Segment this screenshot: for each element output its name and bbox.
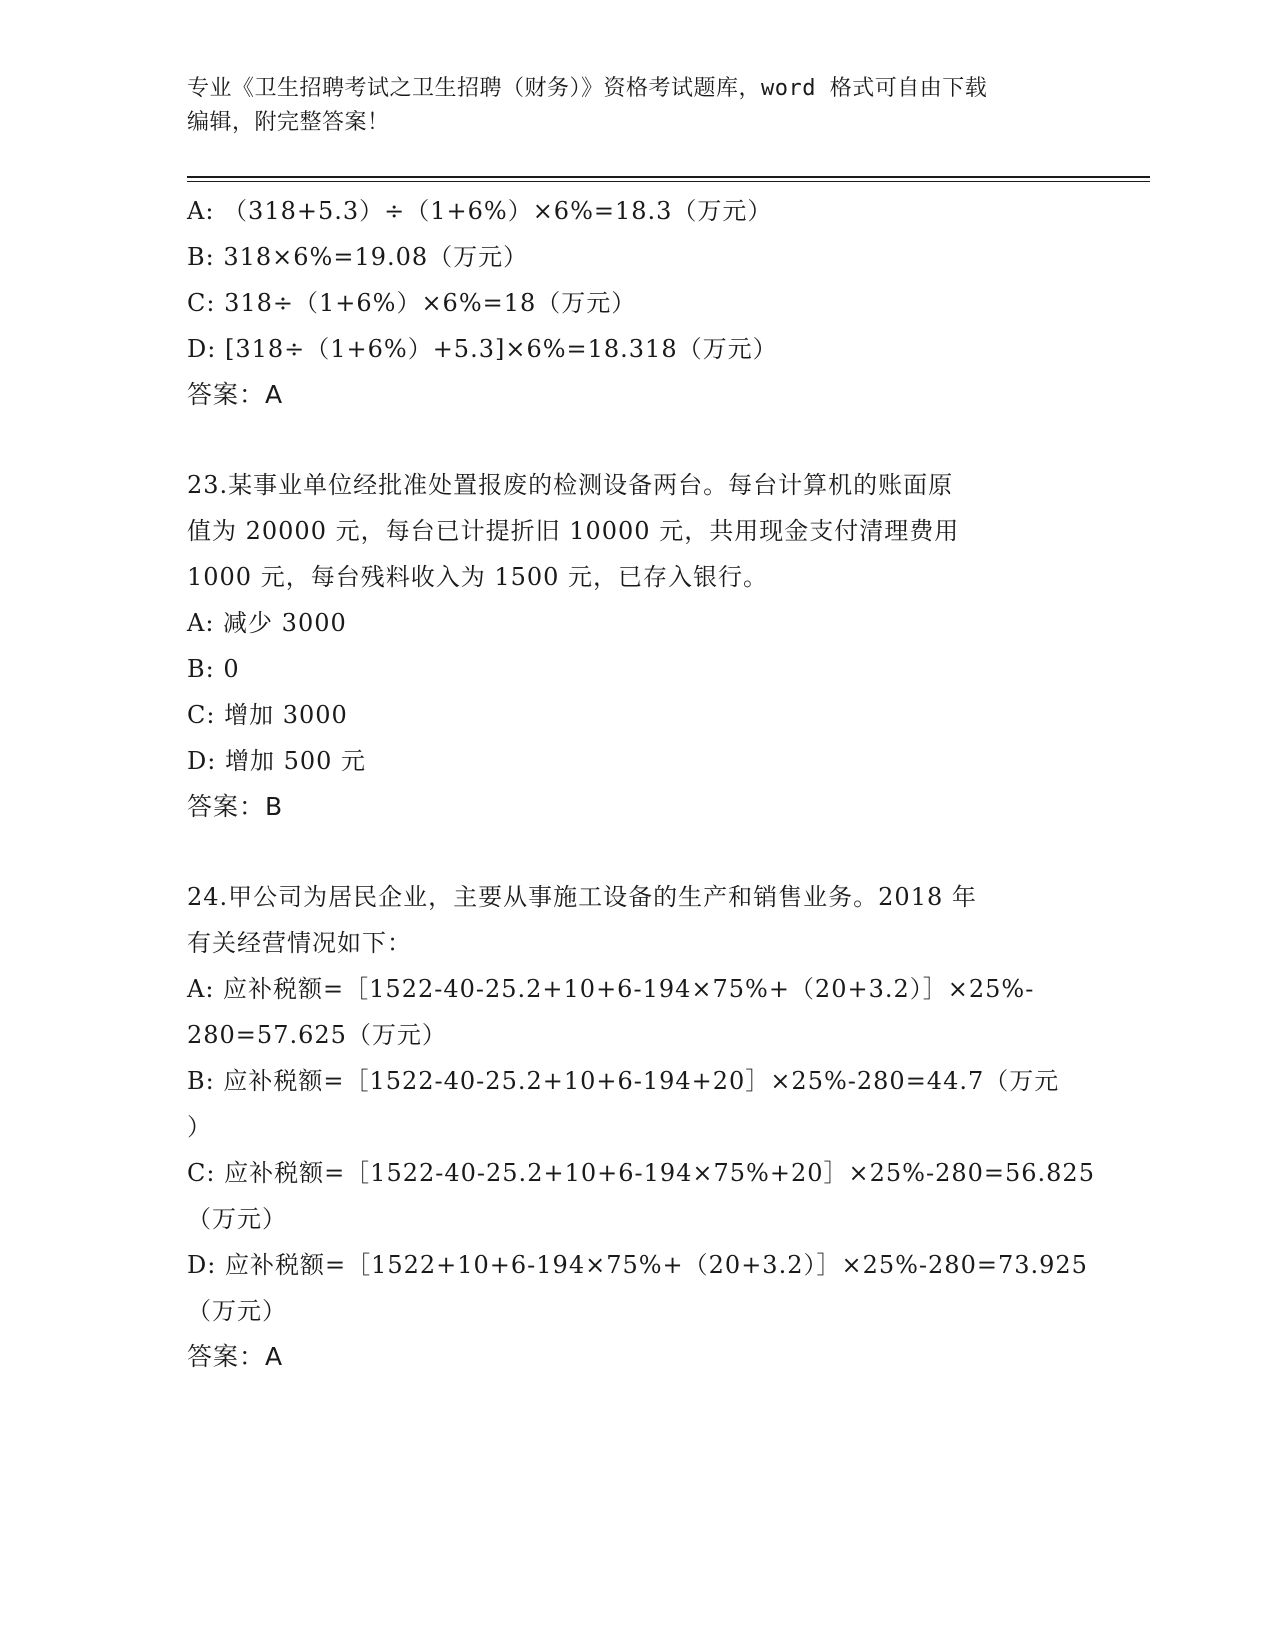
question-stem: 值为 20000 元，每台已计提折旧 10000 元，共用现金支付清理费用	[187, 517, 960, 545]
option-d: D: 增加 500 元	[187, 747, 367, 775]
option-b: B: 318×6%=19.08（万元）	[187, 243, 529, 271]
option-c: C: 318÷（1+6%）×6%=18（万元）	[187, 289, 637, 317]
question-stem: 24.甲公司为居民企业，主要从事施工设备的生产和销售业务。2018 年	[187, 883, 977, 911]
header-line-2: 编辑，附完整答案！	[187, 110, 390, 135]
option-d: D: 应补税额=［1522+10+6-194×75%+（20+3.2）］×25%-280=73.925	[187, 1251, 1088, 1279]
option-b: B: 0	[187, 655, 240, 683]
answer-line: 答案：B	[187, 792, 284, 821]
option-c: C: 应补税额=［1522-40-25.2+10+6-194×75%+20］×25%-280=56.825	[187, 1159, 1095, 1187]
option-b: B: 应补税额=［1522-40-25.2+10+6-194+20］×25%-280=44.7（万元	[187, 1067, 1060, 1095]
spacer	[187, 418, 1087, 462]
spacer	[187, 830, 1087, 874]
option-a: A: 减少 3000	[187, 609, 347, 637]
option-c: C: 增加 3000	[187, 701, 348, 729]
document-header	[187, 72, 1087, 140]
option-b-continued: ）	[187, 1113, 212, 1141]
question-list	[187, 188, 1095, 1380]
question-22	[187, 188, 1087, 418]
answer-line: 答案：A	[187, 380, 284, 409]
option-d-continued: （万元）	[187, 1297, 287, 1325]
question-24	[187, 874, 1095, 1380]
option-a-continued: 280=57.625（万元）	[187, 1021, 447, 1049]
question-23	[187, 462, 1087, 830]
option-d: D: [318÷（1+6%）+5.3]×6%=18.318（万元）	[187, 335, 778, 363]
option-a: A: （318+5.3）÷（1+6%）×6%=18.3（万元）	[187, 197, 773, 225]
question-stem: 1000 元，每台残料收入为 1500 元，已存入银行。	[187, 563, 769, 591]
header-line-1: 专业《卫生招聘考试之卫生招聘（财务）》资格考试题库，word 格式可自由下载	[187, 76, 988, 101]
header-divider-thick	[187, 176, 1150, 178]
question-stem: 23.某事业单位经批准处置报废的检测设备两台。每台计算机的账面原	[187, 471, 954, 499]
option-a: A: 应补税额=［1522-40-25.2+10+6-194×75%+（20+3.2）］×25%-	[187, 975, 1035, 1003]
question-stem: 有关经营情况如下：	[187, 929, 412, 957]
option-c-continued: （万元）	[187, 1205, 287, 1233]
answer-line: 答案：A	[187, 1342, 284, 1371]
header-divider-thin	[187, 181, 1150, 182]
